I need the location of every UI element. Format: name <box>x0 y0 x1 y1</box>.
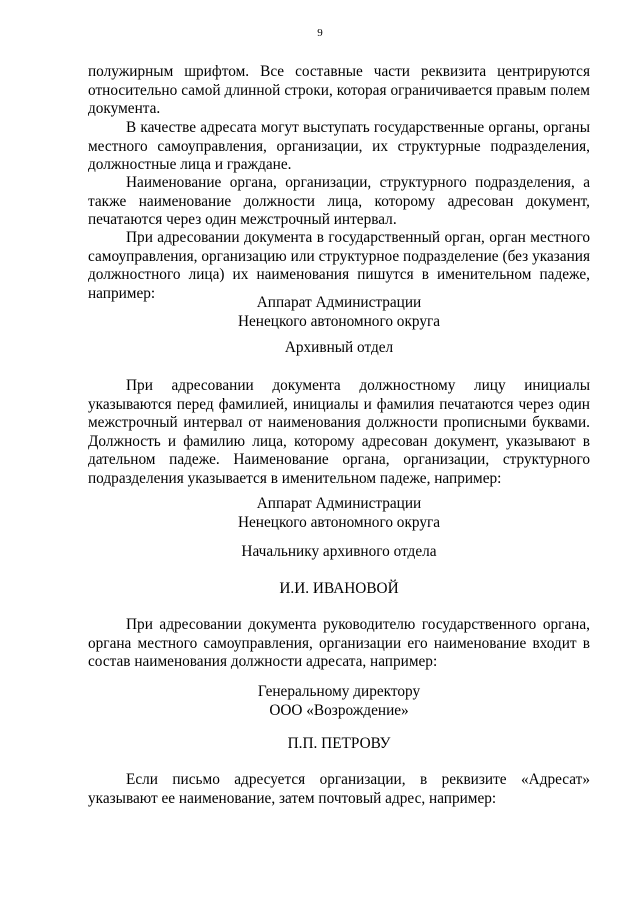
paragraph-head-of-organization: При адресовании документа руководителю государственного органа, органа местного самоуправления, организации его наименование входит в состав наименования должности адресата, например: <box>88 616 590 670</box>
example-position: Начальнику архивного отдела <box>241 543 437 560</box>
page-number: 9 <box>317 27 323 39</box>
example-line: Аппарат Администрации <box>256 495 422 512</box>
example-organization-address <box>88 294 590 331</box>
paragraph-name-spacing: Наименование органа, организации, структурного подразделения, а также наименование должности лица, которому адресован документ, печатаются через один межстрочный интервал. <box>88 174 590 228</box>
paragraph-official-addressee: При адресовании документа должностному лицу инициалы указываются перед фамилией, инициалы и фамилия печатаются через один межстрочный интервал от наименования должности прописными буквами. Должность и фамилию лица, которому адресован документ, указывают в дательном падеже. Наименование органа, организации, структурного подразделения указывается в именительном падеже, например: <box>88 377 590 487</box>
example-organization-address <box>88 495 590 532</box>
example-line: Ненецкого автономного округа <box>237 312 441 330</box>
paragraph-postal-address: Если письмо адресуется организации, в реквизите «Адресат» указывают ее наименование, затем почтовый адрес, например: <box>88 771 590 807</box>
example-line: ООО «Возрождение» <box>269 701 409 719</box>
example-line: Генеральному директору <box>257 683 421 700</box>
example-surname: И.И. ИВАНОВОЙ <box>279 580 399 597</box>
paragraph-requisite-centering: полужирным шрифтом. Все составные части реквизита центрируются относительно самой длинной строки, которая ограничивается правым полем документа. <box>88 63 590 117</box>
example-line: Аппарат Администрации <box>256 294 422 311</box>
example-department: Архивный отдел <box>284 339 394 356</box>
paragraph-nominative-case: При адресовании документа в государственный орган, орган местного самоуправления, организацию или структурное подразделение (без указания должностного лица) их наименования пишутся в именительном падеже, например: <box>88 229 590 302</box>
paragraph-addressee-types: В качестве адресата могут выступать государственные органы, органы местного самоуправления, организации, их структурные подразделения, должностные лица и граждане. <box>88 119 590 173</box>
example-surname: П.П. ПЕТРОВУ <box>287 735 391 752</box>
example-director-address <box>88 683 590 720</box>
example-line: Ненецкого автономного округа <box>237 513 441 531</box>
